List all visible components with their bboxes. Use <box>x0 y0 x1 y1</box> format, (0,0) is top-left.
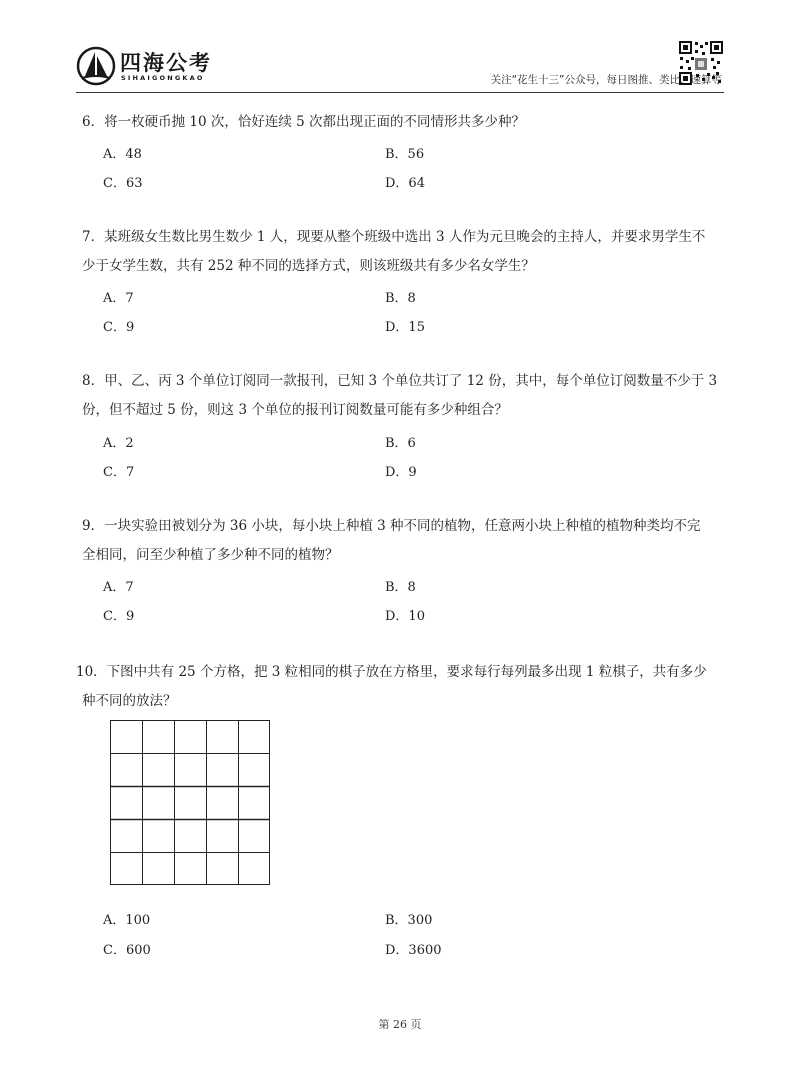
option-a: A．7 <box>103 580 134 595</box>
option-d: D．9 <box>385 465 417 480</box>
question-9 <box>82 512 722 570</box>
header-note: 关注“花生十三”公众号，每日图推、类比、速算等 <box>490 74 722 86</box>
question-7 <box>82 223 722 281</box>
logo-english-name: SIHAIGONGKAO <box>121 74 205 82</box>
option-c: C．600 <box>103 943 151 958</box>
option-b: B．8 <box>385 291 416 306</box>
option-a: A．7 <box>103 291 134 306</box>
question-text-cont: 全相同，问至少种植了多少种不同的植物？ <box>82 547 339 563</box>
option-a: A．2 <box>103 436 134 451</box>
logo-chinese-name: 四海公考 <box>120 51 212 75</box>
option-c: C．7 <box>103 465 135 480</box>
option-d: D．15 <box>385 320 425 335</box>
question-text: 6．将一枚硬币抛 10 次，恰好连续 5 次都出现正面的不同情形共多少种？ <box>82 114 526 130</box>
sailboat-logo-icon <box>76 46 116 86</box>
question-text: 10．下图中共有 25 个方格，把 3 粒相同的棋子放在方格里，要求每行每列最多出现 1 粒棋子，共有多少 <box>76 664 707 680</box>
brand-logo <box>76 46 226 88</box>
question-text-cont: 少于女学生数，共有 252 种不同的选择方式，则该班级共有多少名女学生？ <box>82 258 535 274</box>
option-c: C．9 <box>103 609 135 624</box>
question-text-cont: 份，但不超过 5 份，则这 3 个单位的报刊订阅数量可能有多少种组合？ <box>82 402 508 418</box>
option-a: A．48 <box>103 147 142 162</box>
question-6 <box>82 108 722 137</box>
option-c: C．63 <box>103 176 143 191</box>
five-by-five-grid <box>110 720 270 885</box>
option-b: B．8 <box>385 580 416 595</box>
option-d: D．64 <box>385 176 425 191</box>
option-b: B．56 <box>385 147 425 162</box>
option-b: B．6 <box>385 436 416 451</box>
option-b: B．300 <box>385 913 433 928</box>
option-c: C．9 <box>103 320 135 335</box>
option-a: A．100 <box>103 913 151 928</box>
page-header <box>0 0 800 100</box>
header-divider <box>76 92 724 93</box>
question-text: 7．某班级女生数比男生数少 1 人，现要从整个班级中选出 3 人作为元旦晚会的主持人，并要求男学生不 <box>82 229 706 245</box>
question-text: 8．甲、乙、丙 3 个单位订阅同一款报刊，已知 3 个单位共订了 12 份，其中，每个单位订阅数量不少于 3 <box>82 373 718 389</box>
question-text: 9．一块实验田被划分为 36 小块，每小块上种植 3 种不同的植物，任意两小块上种植的植物种类均不完 <box>82 518 701 534</box>
question-10 <box>76 658 716 716</box>
question-8 <box>82 367 722 425</box>
question-text-cont: 种不同的放法？ <box>82 693 177 709</box>
option-d: D．3600 <box>385 943 442 958</box>
option-d: D．10 <box>385 609 425 624</box>
page-number: 第 26 页 <box>378 1018 422 1031</box>
